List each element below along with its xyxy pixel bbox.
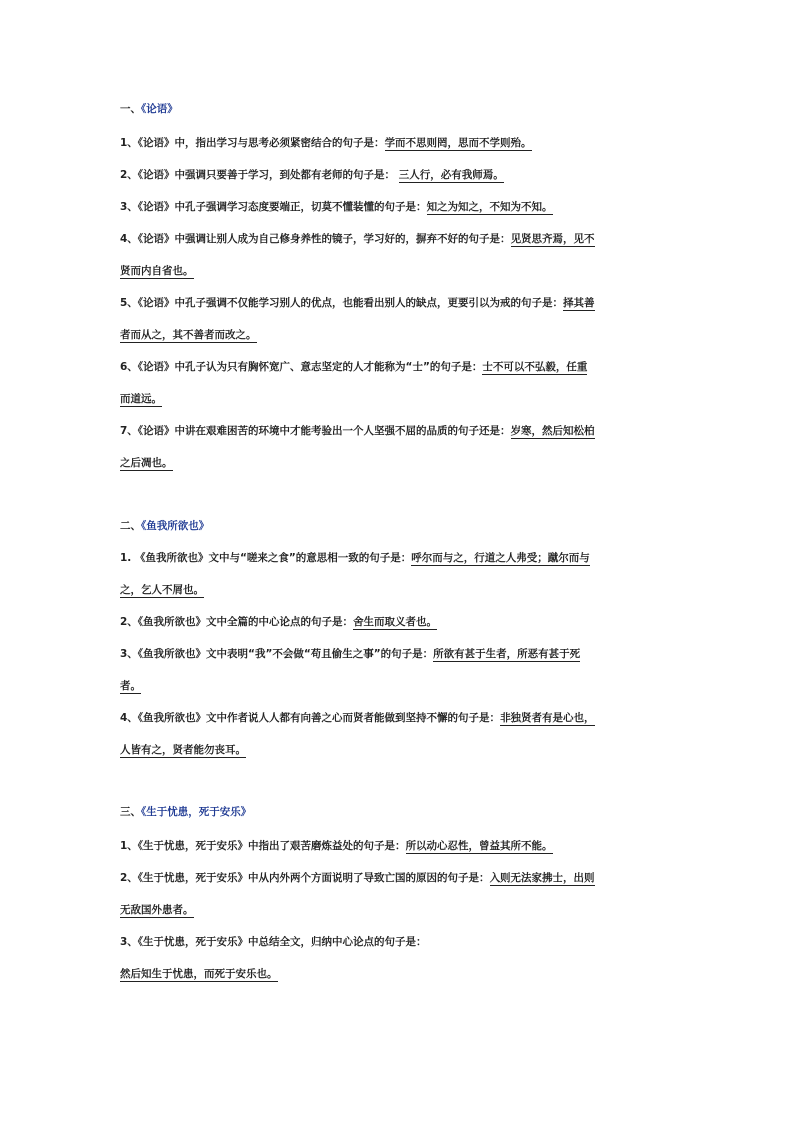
question-line (120, 295, 595, 310)
question-line (120, 199, 553, 214)
answer-continuation (120, 742, 246, 757)
section-number: 一、 (120, 103, 141, 115)
answer-text: 贤而内自省也。 (120, 265, 194, 277)
answer-text: 者。 (120, 680, 141, 692)
question-text: 2、《鱼我所欲也》文中全篇的中心论点的句子是： (120, 616, 354, 628)
question-text: 5、《论语》中孔子强调不仅能学习别人的优点，也能看出别人的缺点，更要引以为戒的句子是： (120, 297, 564, 309)
answer-text: 人皆有之，贤者能勿丧耳。 (120, 744, 246, 756)
answer-text: 择其善 (563, 297, 595, 309)
section-title (120, 101, 178, 116)
answer-continuation (120, 327, 257, 342)
question-line (120, 614, 437, 629)
answer-continuation (120, 966, 278, 981)
answer-text: 三人行，必有我师焉。 (398, 169, 504, 181)
question-line (120, 423, 595, 438)
answer-text: 者而从之，其不善者而改之。 (120, 329, 257, 341)
question-line (120, 710, 595, 725)
section-book-title: 《论语》 (141, 103, 178, 115)
question-line (120, 646, 580, 661)
question-text: 3、《生于忧患，死于安乐》中总结全文，归纳中心论点的句子是： (120, 936, 427, 948)
answer-text: 呼尔而与之，行道之人弗受；蹴尔而与 (411, 552, 590, 564)
answer-continuation (120, 455, 173, 470)
question-text: 1、《生于忧患，死于安乐》中指出了艰苦磨炼益处的句子是： (120, 840, 406, 852)
question-text: 3、《论语》中孔子强调学习态度要端正，切莫不懂装懂的句子是： (120, 201, 427, 213)
question-text: 4、《鱼我所欲也》文中作者说人人都有向善之心而贤者能做到坚持不懈的句子是： (120, 712, 501, 724)
section-book-title: 《鱼我所欲也》 (141, 520, 210, 532)
answer-text: 舍生而取义者也。 (353, 616, 438, 628)
question-text: 2、《生于忧患，死于安乐》中从内外两个方面说明了导致亡国的原因的句子是： (120, 872, 490, 884)
question-text: 4、《论语》中强调让别人成为自己修身养性的镜子，学习好的，摒弃不好的句子是： (120, 233, 511, 245)
question-text: 3、《鱼我所欲也》文中表明“我”不会做“苟且偷生之事”的句子是： (120, 648, 434, 660)
question-text: 6、《论语》中孔子认为只有胸怀宽广、意志坚定的人才能称为“士”的句子是： (120, 361, 483, 373)
section-title (120, 804, 251, 819)
question-line (120, 359, 587, 374)
answer-text: 岁寒，然后知松柏 (510, 425, 595, 437)
section-number: 二、 (120, 520, 141, 532)
answer-continuation (120, 902, 194, 917)
answer-continuation (120, 263, 194, 278)
answer-text: 士不可以不弘毅，任重 (482, 361, 588, 373)
section-book-title: 《生于忧患，死于安乐》 (141, 806, 252, 818)
answer-text: 入则无法家拂士，出则 (489, 872, 595, 884)
question-line (120, 550, 590, 565)
answer-text: 然后知生于忧患，而死于安乐也。 (120, 968, 278, 980)
question-text: 1. 《鱼我所欲也》文中与“嗟来之食”的意思相一致的句子是： (120, 552, 412, 564)
answer-text: 无敌国外患者。 (120, 904, 194, 916)
question-line (120, 167, 504, 182)
answer-text: 知之为知之，不知为不知。 (426, 201, 553, 213)
answer-text: 见贤思齐焉，见不 (510, 233, 595, 245)
answer-text: 之，乞人不屑也。 (120, 584, 204, 596)
answer-continuation (120, 582, 204, 597)
answer-text: 学而不思则罔，思而不学则殆。 (384, 137, 532, 149)
question-line (120, 231, 595, 246)
question-line (120, 135, 532, 150)
answer-text: 非独贤者有是心也， (500, 712, 595, 724)
question-line (120, 934, 427, 949)
question-text: 7、《论语》中讲在艰难困苦的环境中才能考验出一个人坚强不屈的品质的句子还是： (120, 425, 511, 437)
answer-text: 所欲有甚于生者，所恶有甚于死 (433, 648, 581, 660)
section-title (120, 518, 209, 533)
section-number: 三、 (120, 806, 141, 818)
question-text: 1、《论语》中，指出学习与思考必须紧密结合的句子是： (120, 137, 385, 149)
question-text: 2、《论语》中强调只要善于学习，到处都有老师的句子是： (120, 169, 399, 181)
question-line (120, 838, 553, 853)
answer-continuation (120, 678, 141, 693)
answer-text: 所以动心忍性，曾益其所不能。 (405, 840, 553, 852)
answer-text: 之后凋也。 (120, 457, 173, 469)
answer-continuation (120, 391, 162, 406)
answer-text: 而道远。 (120, 393, 162, 405)
question-line (120, 870, 595, 885)
